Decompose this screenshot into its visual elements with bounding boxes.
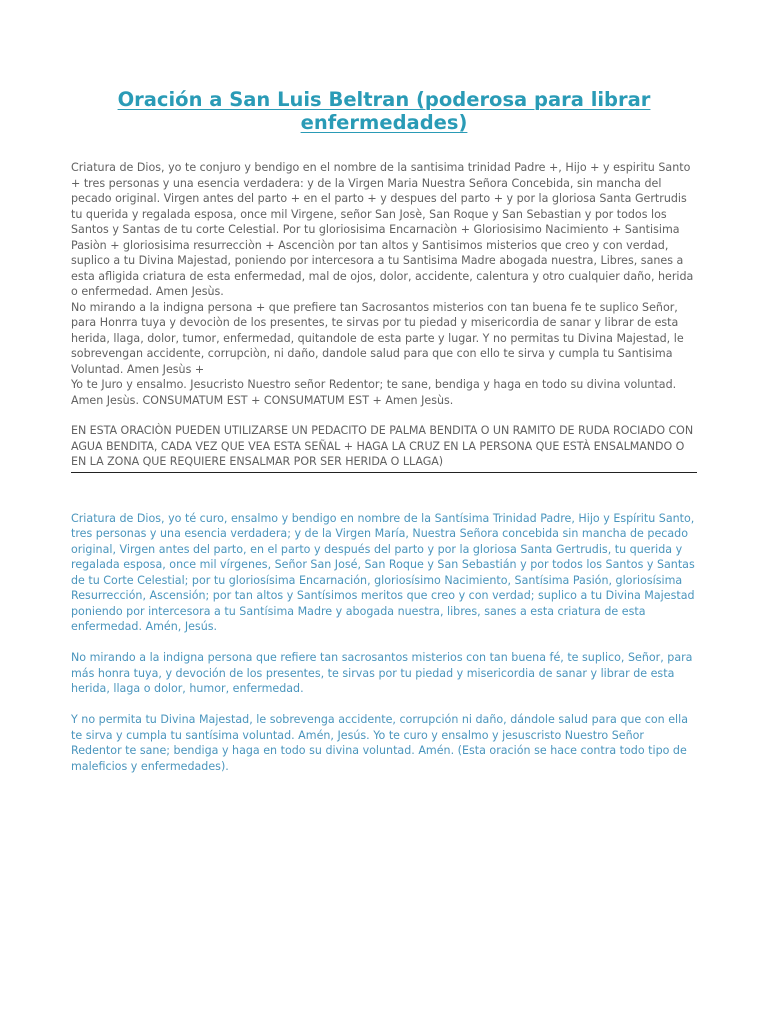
usage-note: EN ESTA ORACIÒN PUEDEN UTILIZARSE UN PEDACITO DE PALMA BENDITA O UN RAMITO DE RUDA ROCIADO CON AGUA BENDITA, CADA VEZ QUE VEA ESTA SEÑAL + HAGA LA CRUZ EN LA PERSONA QUE ESTÀ ENSALMANDO O EN LA ZONA QUE REQUIERE ENSALMAR POR SER HERIDA O LLAGA): [71, 423, 697, 473]
prayer-paragraph: No mirando a la indigna persona + que prefiere tan Sacrosantos misterios con tan buena fe te suplico Señor, para Honrra tuya y devociòn de los presentes, te sirvas por tu piedad y misericordia de sanar y librar de esta herida, llaga, dolor, tumor, enfermedad, quitandole de esta parte y lugar. Y no permitas tu Divina Majestad, le sobrevengan accidente, corrupciòn, ni daño, dandole salud para que con ello te sirva y cumpla tu Santisima Voluntad. Amen Jesùs +: [71, 300, 684, 376]
prayer-section-original: [71, 160, 697, 473]
prayer-paragraph: Yo te Juro y ensalmo. Jesucristo Nuestro señor Redentor; te sane, bendiga y haga en todo su divina voluntad. Amen Jesùs. CONSUMATUM EST + CONSUMATUM EST + Amen Jesùs.: [71, 378, 677, 407]
prayer-paragraph: Criatura de Dios, yo té curo, ensalmo y bendigo en nombre de la Santísima Trinidad Padre, Hijo y Espíritu Santo, tres personas y una esencia verdadera; y de la Virgen María, Nuestra Señora concebida sin mancha de pecado original, Virgen antes del parto, en el parto y después del parto y por la gloriosa Santa Gertrudis, tu querida y regalada esposa, once mil vírgenes, Señor San José, San Roque y San Sebastián y por todos los Santos y Santas de tu Corte Celestial; por tu gloriosísima Encarnación, gloriosísimo Nacimiento, Santísima Pasión, gloriosísima Resurrección, Ascensión; por tan altos y Santísimos meritos que creo y con verdad; suplico a tu Divina Majestad poniendo por intercesora a tu Santísima Madre y abogada nuestra, libres, sanes a esta criatura de esta enfermedad. Amén, Jesús.: [71, 511, 695, 633]
prayer-section-modern: [71, 511, 697, 775]
document-page: [71, 88, 697, 790]
prayer-paragraph: Y no permita tu Divina Majestad, le sobrevenga accidente, corrupción ni daño, dándole salud para que con ella te sirva y cumpla tu santísima voluntad. Amén, Jesús. Yo te curo y ensalmo y jesuscristo Nuestro Señor Redentor te sane; bendiga y haga en todo su divina voluntad. Amén. (Esta oración se hace contra todo tipo de maleficios y enfermedades).: [71, 713, 688, 773]
prayer-paragraph: No mirando a la indigna persona que refiere tan sacrosantos misterios con tan buena fé, te suplico, Señor, para más honra tuya, y devoción de los presentes, te sirvas por tu piedad y misericordia de sanar y librar de esta herida, llaga o dolor, humor, enfermedad.: [71, 651, 693, 695]
document-title: Oración a San Luis Beltran (poderosa para librar enfermedades): [117, 88, 651, 134]
prayer-paragraph: Criatura de Dios, yo te conjuro y bendigo en el nombre de la santisima trinidad Padre +, Hijo + y espiritu Santo + tres personas y una esencia verdadera: y de la Virgen Maria Nuestra Señora Concebida, sin mancha del pecado original. Virgen antes del parto + en el parto + y despues del parto + y por la gloriosa Santa Gertrudis tu querida y regalada esposa, once mil Virgene, señor San Josè, San Roque y San Sebastian y por todos los Santos y Santas de tu corte Celestial. Por tu gloriosisima Encarnaciòn + Gloriosisimo Nacimiento + Santisima Pasiòn + gloriosisima resurrecciòn + Ascenciòn por tan altos y Santisimos misterios que creo y con verdad, suplico a tu Divina Majestad, poniendo por intercesora a tu Santisima Madre abogada nuestra, Libres, sanes a esta afligida criatura de esta enfermedad, mal de ojos, dolor, accidente, calentura y otro cualquier daño, herida o enfermedad. Amen Jesùs.: [71, 161, 694, 298]
